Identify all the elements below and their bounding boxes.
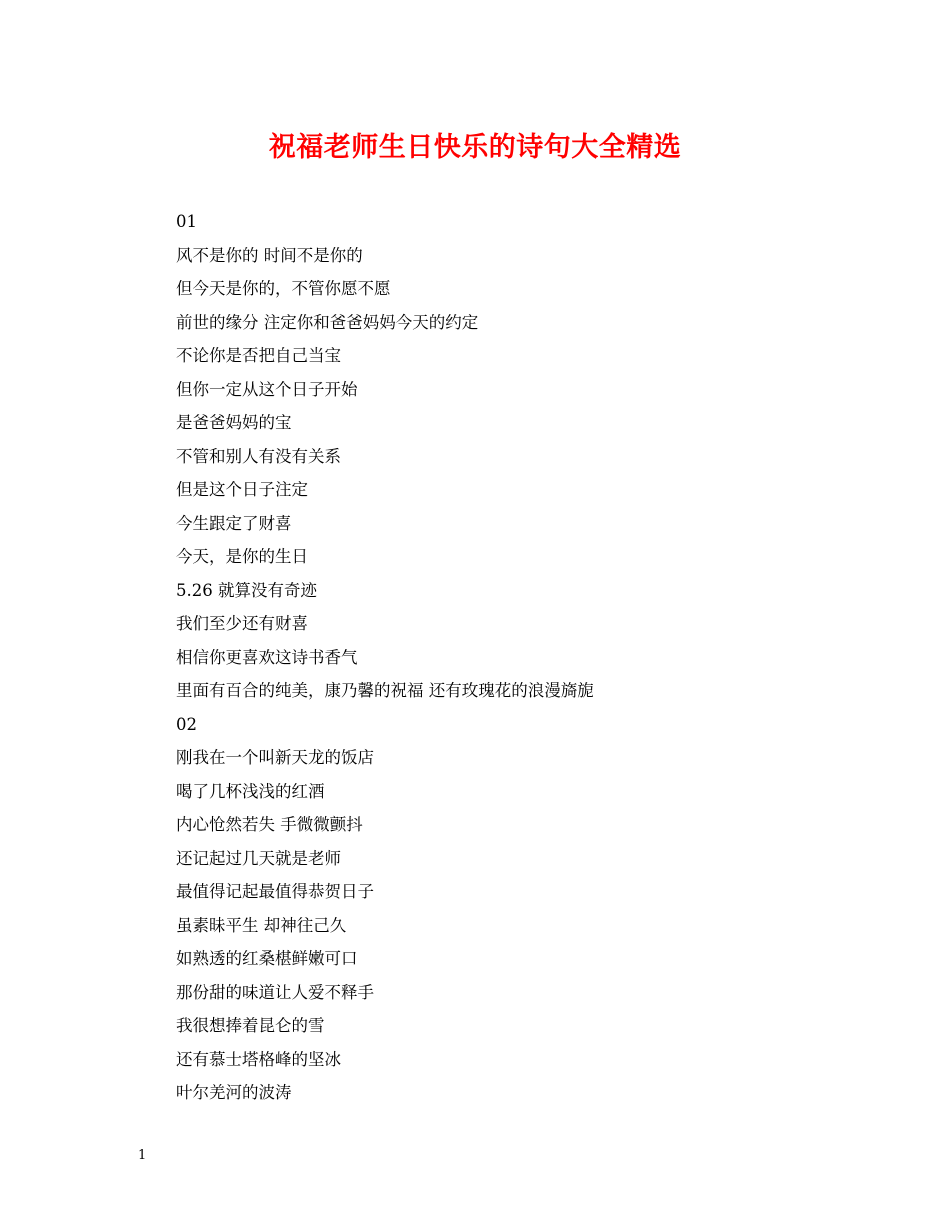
text-line: 01 — [176, 212, 197, 231]
text-line: 还记起过几天就是老师 — [176, 848, 341, 868]
text-line: 但是这个日子注定 — [176, 480, 308, 499]
text-line: 我很想捧着昆仑的雪 — [176, 1016, 325, 1035]
text-line: 内心怆然若失 手微微颤抖 — [176, 815, 363, 834]
text-line: 里面有百合的纯美，康乃馨的祝福 还有玫瑰花的浪漫旖旎 — [176, 681, 594, 700]
page-title: 祝福老师生日快乐的诗句大全精选 — [268, 132, 682, 163]
text-line: 相信你更喜欢这诗书香气 — [176, 647, 358, 667]
text-line: 02 — [176, 714, 197, 734]
text-line: 最值得记起最值得恭贺日子 — [176, 882, 374, 901]
text-line: 不管和别人有没有关系 — [176, 446, 341, 466]
text-line: 前世的缘分 注定你和爸爸妈妈今天的约定 — [176, 312, 479, 332]
text-line: 喝了几杯浅浅的红酒 — [176, 781, 325, 801]
page-number: 1 — [138, 1148, 147, 1163]
text-line: 但你一定从这个日子开始 — [176, 379, 358, 399]
text-line: 如熟透的红桑椹鲜嫩可口 — [176, 949, 358, 968]
text-line: 刚我在一个叫新天龙的饭店 — [176, 748, 374, 767]
text-line: 那份甜的味道让人爱不释手 — [176, 982, 374, 1002]
text-line: 今天，是你的生日 — [176, 547, 308, 566]
text-line: 虽素昧平生 却神往己久 — [176, 915, 347, 935]
text-line: 还有慕士塔格峰的坚冰 — [176, 1049, 341, 1069]
text-line: 但今天是你的，不管你愿不愿 — [176, 279, 391, 298]
text-line: 我们至少还有财喜 — [176, 614, 308, 633]
text-line: 风不是你的 时间不是你的 — [176, 245, 363, 265]
text-line: 是爸爸妈妈的宝 — [176, 413, 292, 432]
text-line: 5.26 就算没有奇迹 — [176, 580, 317, 600]
text-line: 今生跟定了财喜 — [176, 513, 292, 533]
poem-body — [176, 205, 876, 1110]
text-line: 叶尔羌河的波涛 — [176, 1083, 292, 1102]
text-line: 不论你是否把自己当宝 — [176, 346, 341, 365]
